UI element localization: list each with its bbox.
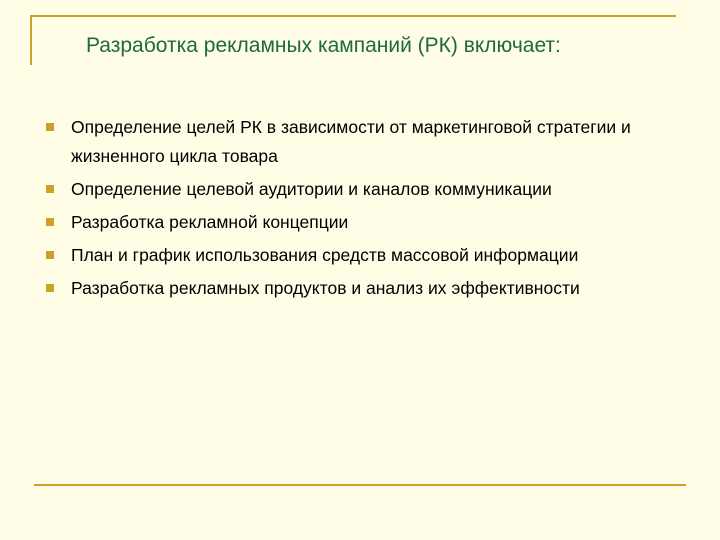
square-bullet-icon xyxy=(46,218,54,226)
title-frame-left-rule xyxy=(30,15,32,65)
bullet-text: Определение целей РК в зависимости от маркетинговой стратегии и жизненного цикла товара xyxy=(71,117,631,166)
square-bullet-icon xyxy=(46,251,54,259)
bullet-item xyxy=(44,175,684,204)
title-frame-top-rule xyxy=(30,15,676,17)
square-bullet-icon xyxy=(46,284,54,292)
square-bullet-icon xyxy=(46,123,54,131)
bullet-text: План и график использования средств массовой информации xyxy=(71,245,579,265)
slide-title: Разработка рекламных кампаний (РК) включает: xyxy=(86,34,561,57)
bullet-text: Разработка рекламных продуктов и анализ их эффективности xyxy=(71,278,580,298)
bullet-item xyxy=(44,113,684,171)
bullet-item xyxy=(44,208,684,237)
square-bullet-icon xyxy=(46,185,54,193)
bullet-list xyxy=(44,113,684,307)
bullet-text: Разработка рекламной концепции xyxy=(71,212,349,232)
bullet-item xyxy=(44,274,684,303)
bullet-item xyxy=(44,241,684,270)
bullet-text: Определение целевой аудитории и каналов коммуникации xyxy=(71,179,552,199)
bottom-rule xyxy=(34,484,686,486)
